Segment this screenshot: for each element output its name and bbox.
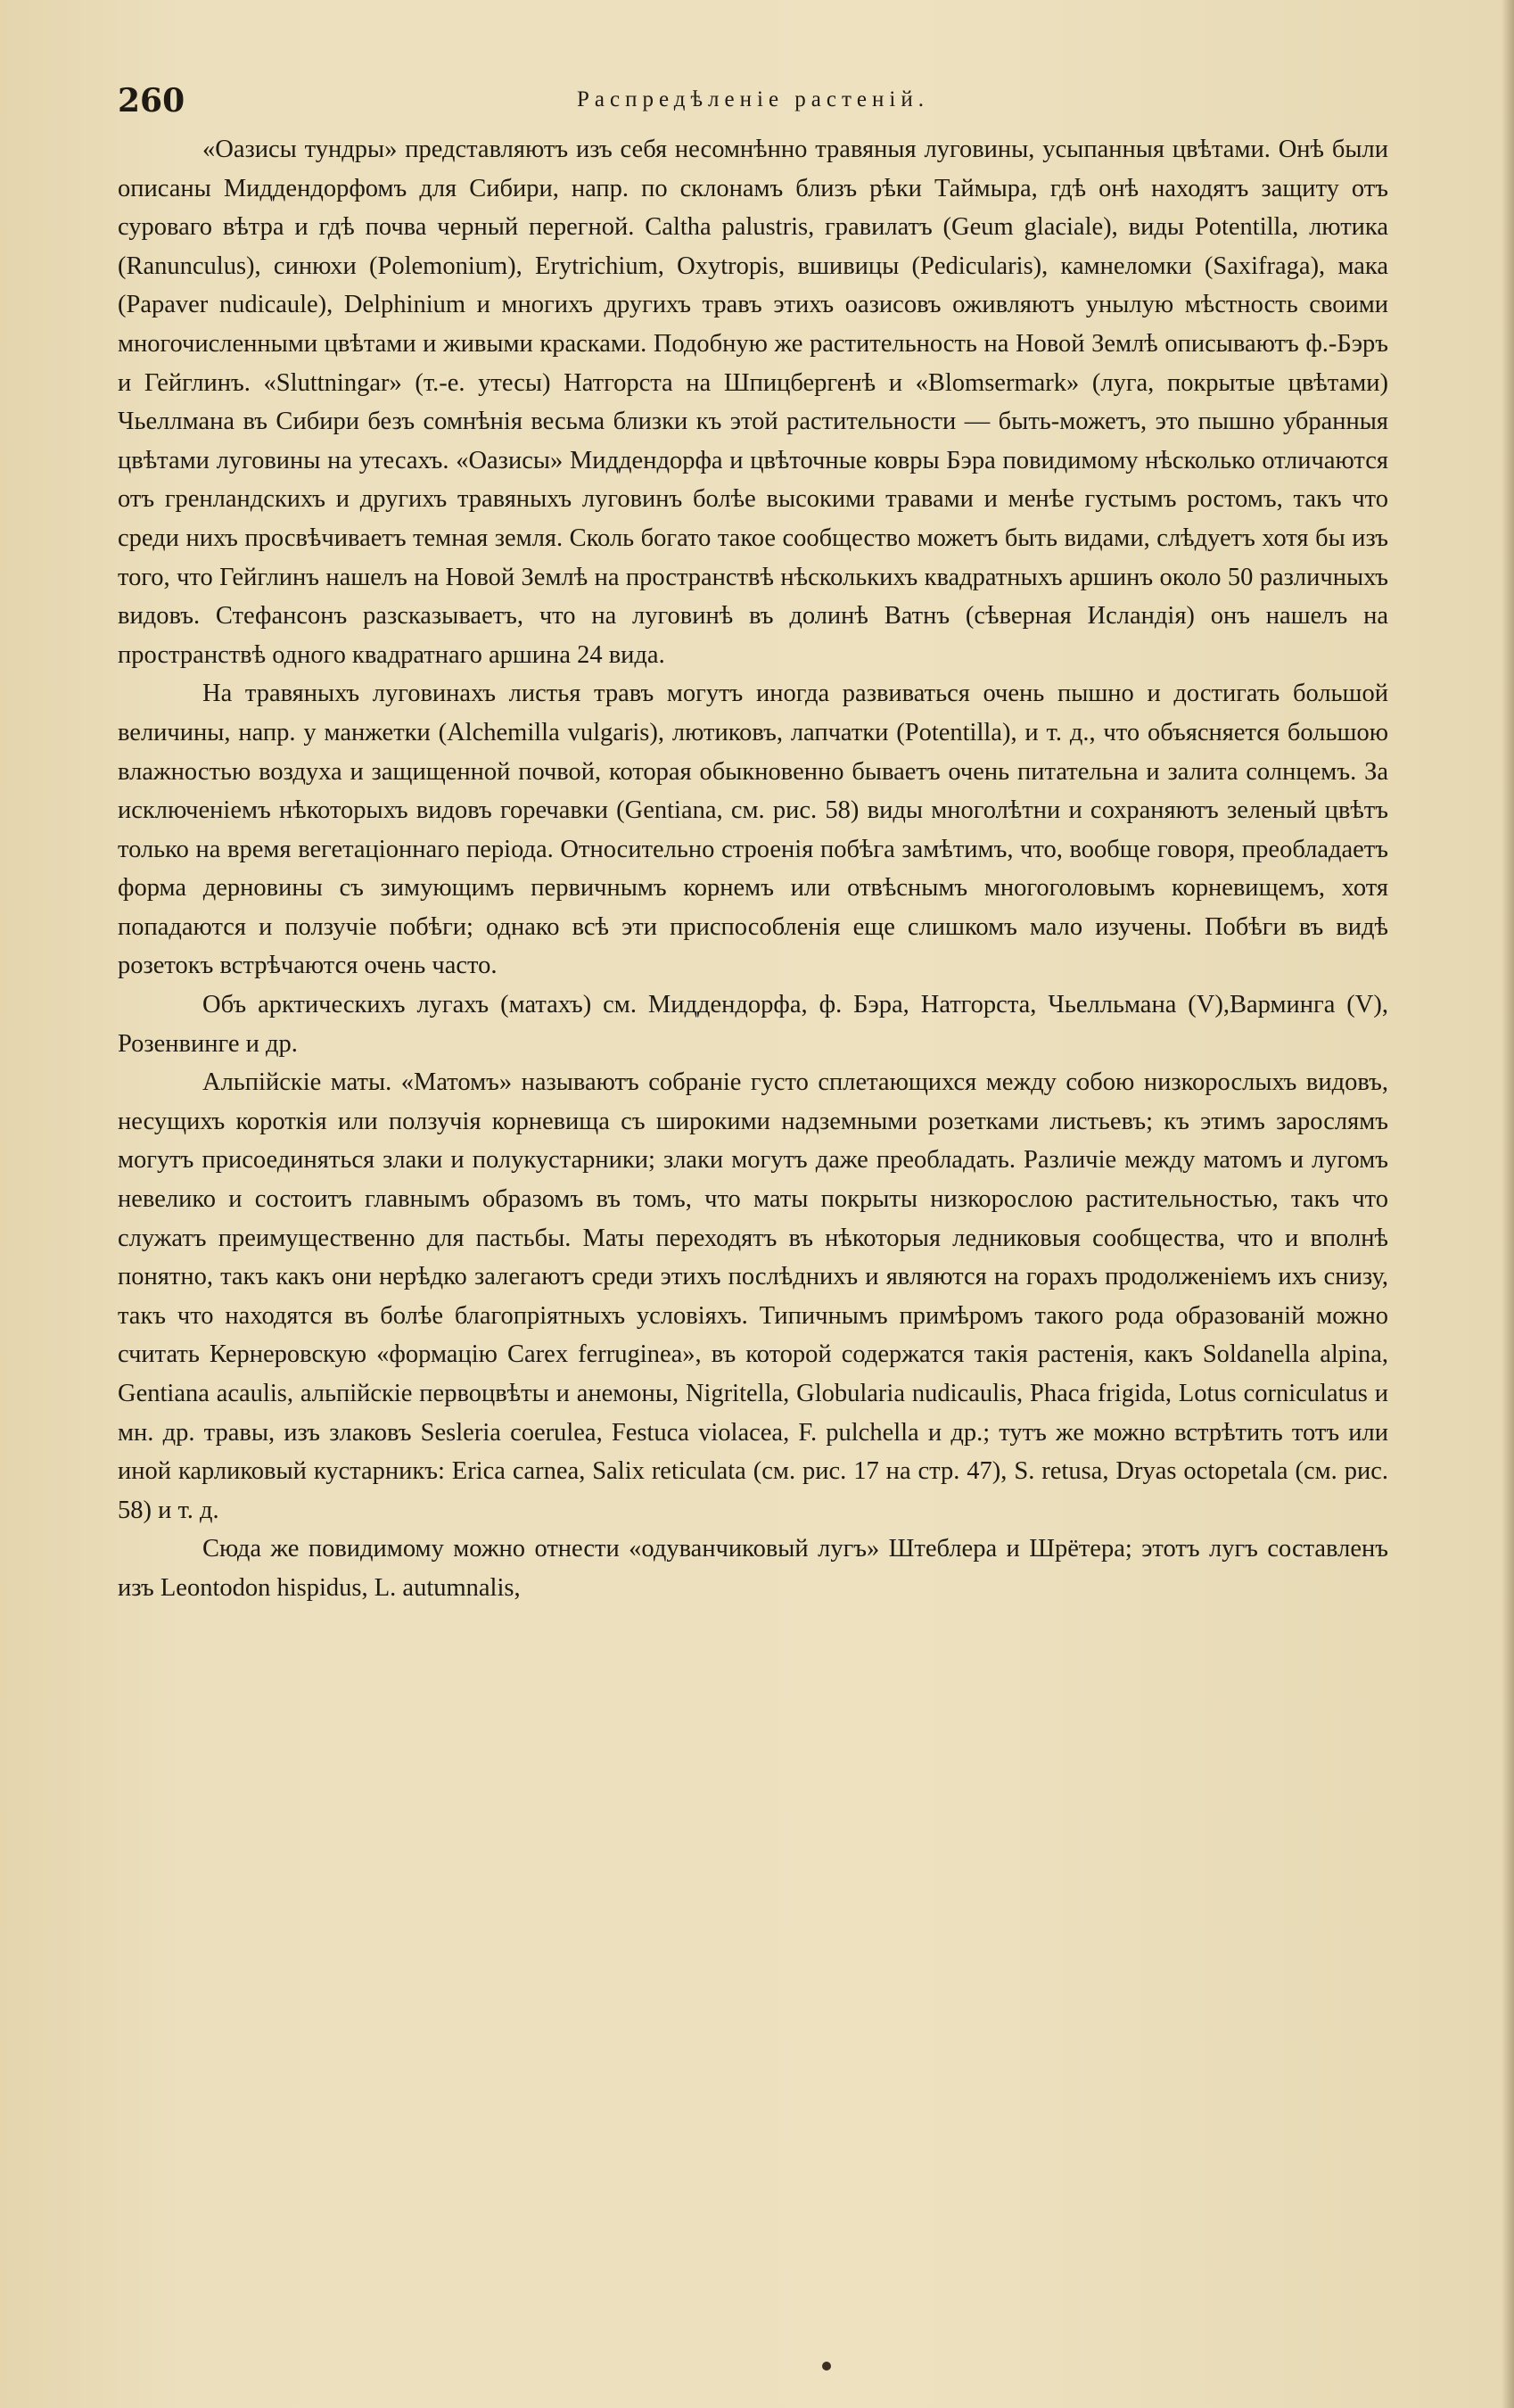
body-text	[118, 130, 1388, 1608]
paragraph: Альпійскіе маты. «Матомъ» называютъ собраніе густо сплетающихся между собою низкорослыхъ видовъ, несущихъ короткія или ползучія корневища съ широкими надземными розетками листьевъ; къ этимъ зарослямъ могутъ присоединяться злаки и полукустарники; злаки могутъ даже преобладать. Различіе между матомъ и лугомъ невелико и состоитъ главнымъ образомъ въ томъ, что маты покрыты низкорослою растительностью, такъ что служатъ преимущественно для пастьбы. Маты переходятъ въ нѣкоторыя ледниковыя сообщества, что и вполнѣ понятно, такъ какъ они нерѣдко залегаютъ среди этихъ послѣднихъ и являются на горахъ продолженіемъ ихъ снизу, такъ что находятся въ болѣе благопріятныхъ условіяхъ. Типичнымъ примѣромъ такого рода образованій можно считать Кернеровскую «формацію Carex ferruginea», въ которой содержатся такія растенія, какъ Soldanella alpina, Gentiana acaulis, альпійскіе первоцвѣты и анемоны, Nigritella, Globularia nudicaulis, Phaca frigida, Lotus corniculatus и мн. др. травы, изъ злаковъ Sesleria coerulea, Festuca violacea, F. pulchella и др.; тутъ же можно встрѣтить тотъ или иной карликовый кустарникъ: Erica carnea, Salix reticulata (см. рис. 17 на стр. 47), S. retusa, Dryas octopetala (см. рис. 58) и т. д.	[118, 1068, 1388, 1524]
paragraph: Сюда же повидимому можно отнести «одуванчиковый лугъ» Штеблера и Шрётера; этотъ лугъ составленъ изъ Leontodon hispidus, L. autumnalis,	[118, 1535, 1388, 1602]
paragraph: «Оазисы тундры» представляютъ изъ себя несомнѣнно травяныя луговины, усыпанныя цвѣтами. Онѣ были описаны Миддендорфомъ для Сибири, напр. по склонамъ близъ рѣки Таймыра, гдѣ онѣ находятъ защиту отъ суроваго вѣтра и гдѣ почва черный перегной. Caltha palustris, гравилатъ (Geum glaciale), виды Potentilla, лютика (Ranunculus), синюхи (Polemonium), Erytrichium, Oxytropis, вшивицы (Pedicularis), камнеломки (Saxifraga), мака (Papaver nudicaule), Delphinium и многихъ другихъ травъ этихъ оазисовъ оживляютъ унылую мѣстность своими многочисленными цвѣтами и живыми красками. Подобную же растительность на Новой Землѣ описываютъ ф.-Бэръ и Гейглинъ. «Sluttningar» (т.-е. утесы) Натгорста на Шпицбергенѣ и «Blomsermark» (луга, покрытые цвѣтами) Чьеллмана въ Сибири безъ сомнѣнія весьма близки къ этой растительности — быть-можетъ, это пышно убранныя цвѣтами луговины на утесахъ. «Оазисы» Миддендорфа и цвѣточные ковры Бэра повидимому нѣсколько отличаются отъ гренландскихъ и другихъ травяныхъ луговинъ болѣе высокими травами и менѣе густымъ ростомъ, такъ что среди нихъ просвѣчиваетъ темная земля. Сколь богато такое сообщество можетъ быть видами, слѣдуетъ хотя бы изъ того, что Гейглинъ нашелъ на Новой Землѣ на пространствѣ нѣсколькихъ квадратныхъ аршинъ около 50 различныхъ видовъ. Стефансонъ разсказываетъ, что на луговинѣ въ долинѣ Ватнъ (сѣверная Исландія) онъ нашелъ на пространствѣ одного квадратнаго аршина 24 вида.	[118, 136, 1388, 669]
page-number: 260	[118, 82, 185, 120]
page-header	[118, 71, 1388, 134]
paragraph: Объ арктическихъ лугахъ (матахъ) см. Миддендорфа, ф. Бэра, Натгорста, Чьелльмана (V),Варминга (V), Розенвинге и др.	[118, 991, 1388, 1058]
paragraph: На травяныхъ луговинахъ листья травъ могутъ иногда развиваться очень пышно и достигать большой величины, напр. у манжетки (Alchemilla vulgaris), лютиковъ, лапчатки (Potentilla), и т. д., что объясняется большою влажностью воздуха и защищенной почвой, которая обыкновенно бываетъ очень питательна и залита солнцемъ. За исключеніемъ нѣкоторыхъ видовъ горечавки (Gentiana, см. рис. 58) виды многолѣтни и сохраняютъ зеленый цвѣтъ только на время вегетаціоннаго періода. Относительно строенія побѣга замѣтимъ, что, вообще говоря, преобладаетъ форма дерновины съ зимующимъ первичнымъ корнемъ или отвѣснымъ многоголовымъ корневищемъ, хотя попадаются и ползучіе побѣги; однако всѣ эти приспособленія еще слишкомъ мало изучены. Побѣги въ видѣ розетокъ встрѣчаются очень часто.	[118, 680, 1388, 980]
running-title: Распредѣленіе растеній.	[577, 87, 929, 111]
ink-dot	[822, 2362, 831, 2371]
page-edge-shadow	[1502, 0, 1514, 2408]
